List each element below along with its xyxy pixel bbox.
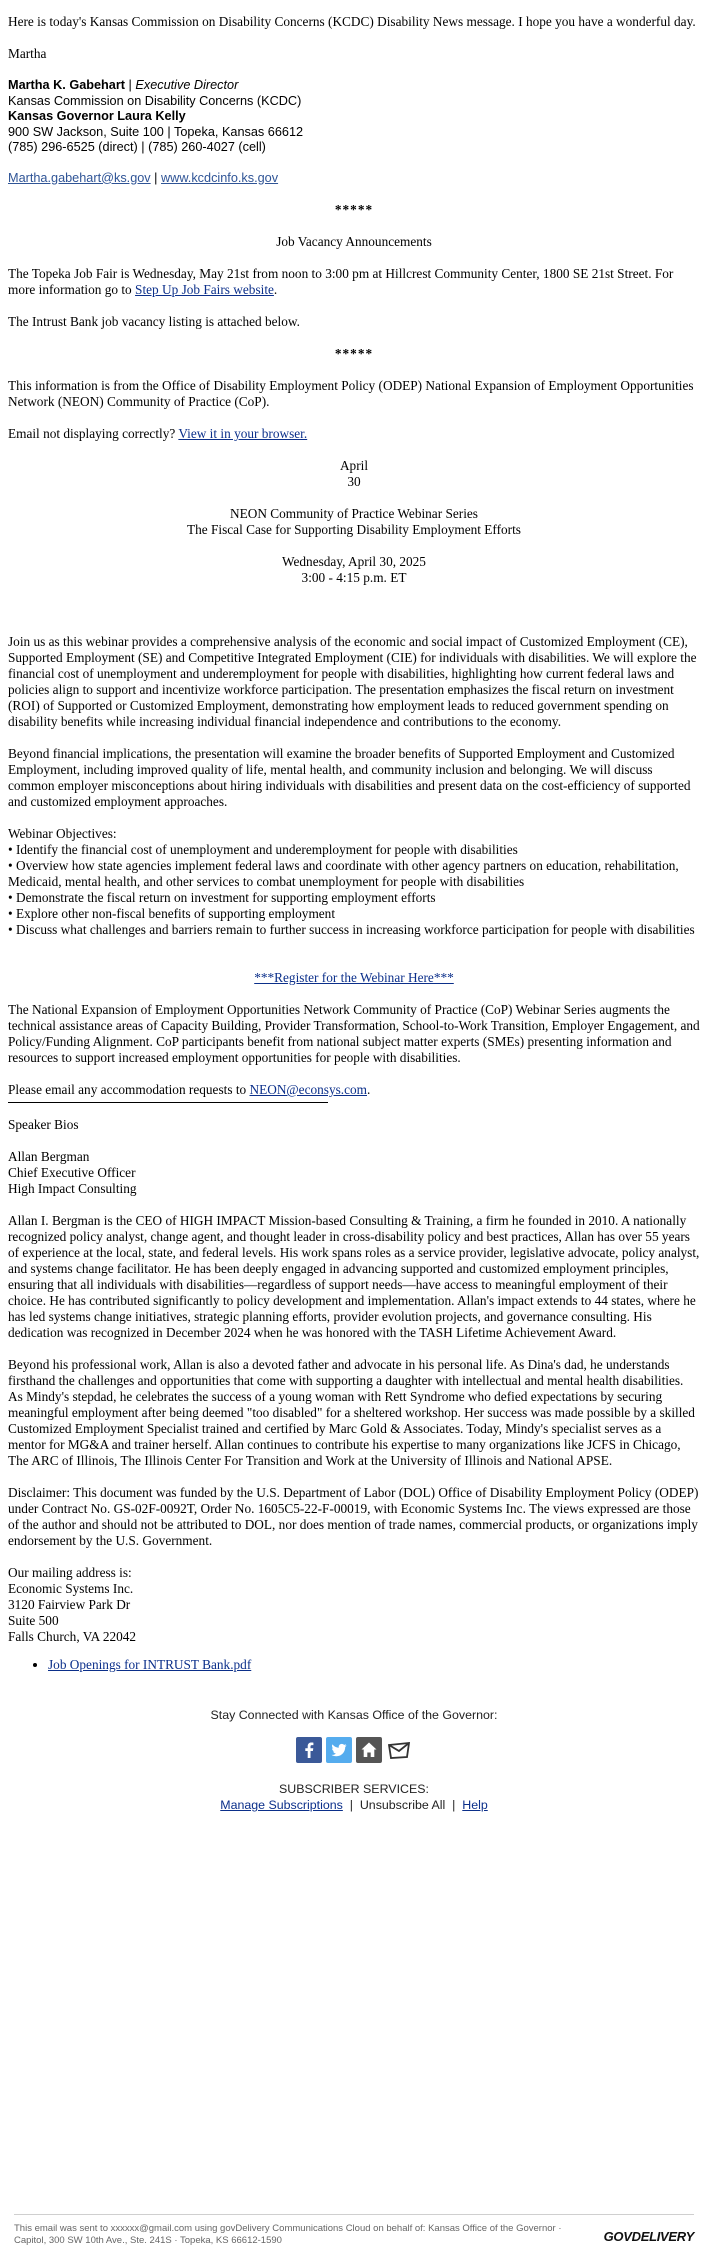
signature-title: Executive Director	[135, 78, 239, 92]
intro-signoff: Martha	[8, 46, 47, 61]
neon-source: This information is from the Office of Disability Employment Policy (ODEP) National Expansion of Employment Opportunities Network (NEON) Community of Practice (CoP).	[8, 378, 694, 409]
date-badge-month: April	[339, 458, 369, 473]
objective-item: • Demonstrate the fiscal return on investment for supporting employment efforts	[8, 890, 436, 905]
jobs-heading: Job Vacancy Announcements	[276, 234, 432, 249]
mailing-address	[8, 1565, 700, 1645]
attachment-item	[48, 1657, 700, 1673]
subscriber-links	[8, 1797, 700, 1813]
signature-org: Kansas Commission on Disability Concerns (KCDC)	[8, 93, 302, 108]
intro-greeting: Here is today's Kansas Commission on Disability Concerns (KCDC) Disability News message. I hope you have a wonderful day.	[8, 14, 696, 29]
webinar-header	[8, 506, 700, 538]
webinar-datetime	[8, 554, 700, 586]
webinar-title: The Fiscal Case for Supporting Disability Employment Efforts	[187, 522, 521, 537]
objective-item: • Discuss what challenges and barriers remain to further success in increasing workforce participation for people with disabilities	[8, 922, 695, 937]
webinar-objectives	[8, 826, 700, 938]
mailing-line: Suite 500	[8, 1613, 59, 1628]
signature-website-link[interactable]: www.kcdcinfo.ks.gov	[161, 170, 279, 185]
cop-paragraph: The National Expansion of Employment Opportunities Network Community of Practice (CoP) Webinar Series augments the technical assistance areas of Capacity Building, Provider Transformation, School-to-Work Transition, Employer Engagement, and Policy/Funding Alignment. CoP participants benefit from national subject matter experts (SMEs) presenting information and resources to support increased employment opportunities for people with disabilities.	[8, 1002, 700, 1065]
mailing-heading: Our mailing address is:	[8, 1565, 132, 1580]
register-paragraph	[8, 970, 700, 986]
accommodation-end: .	[367, 1082, 371, 1097]
webinar-date: Wednesday, April 30, 2025	[282, 554, 426, 569]
signature-email-link[interactable]: Martha.gabehart@ks.gov	[8, 170, 151, 185]
attachment-list	[8, 1657, 700, 1673]
webinar-description-1: Join us as this webinar provides a comprehensive analysis of the economic and social impact of Customized Employment (CE), Supported Employment (SE) and Competitive Integrated Employment (CIE) for individuals with disabilities. We will explore the financial cost of unemployment and underemployment for people with disabilities, highlighting how current federal laws and policies align to support and incentivize workforce participation. The presentation emphasizes the fiscal return on investment (ROI) of Supported or Customized Employment, demonstrating how employment leads to reduced government spending on disability benefits while increasing individual financial independence and contributions to the economy.	[8, 634, 697, 729]
objectives-heading: Webinar Objectives:	[8, 826, 117, 841]
register-webinar-link[interactable]: ***Register for the Webinar Here***	[254, 970, 454, 985]
footer-sep: |	[342, 1798, 360, 1812]
horizontal-rule	[8, 1102, 328, 1103]
disclaimer: Disclaimer: This document was funded by the U.S. Department of Labor (DOL) Office of Disability Employment Policy (ODEP) under Contract No. GS-02F-0092T, Order No. 1605C5-22-F-00019, with Economic Systems Inc. The views expressed are those of the author and should not be attributed to DOL, nor does mention of trade names, commercial products, or organizations imply endorsement by the U.S. Government.	[8, 1485, 699, 1548]
view-in-browser-link[interactable]: View it in your browser.	[178, 426, 308, 441]
objective-item: • Explore other non-fiscal benefits of supporting employment	[8, 906, 336, 921]
section-divider-stars-2: *****	[334, 346, 374, 361]
speaker-bio-2: Beyond his professional work, Allan is also a devoted father and advocate in his personal life. As Dina's dad, he understands firsthand the challenges and opportunities that come with supporting a daughter with intellectual and mental health disabilities. As Mindy's stepdad, he celebrates the success of a young woman with Rett Syndrome who defied expectations by securing meaningful employment after being deemed "too disabled" for a sheltered workshop. Her success was made possible by a skilled Customized Employment Specialist trained and certified by Marc Gold & Associates. Today, Mindy's specialist serves as a mentor for MG&A and trainer herself. Allan continues to contribute his expertise to many organizations like JCFS in Chicago, The ARC of Illinois, The Illinois Center For Transition and Work at the University of Illinois and National APSE.	[8, 1357, 695, 1468]
browser-prompt-text: Email not displaying correctly?	[8, 426, 179, 441]
speaker-bios-heading: Speaker Bios	[8, 1117, 79, 1132]
signature-name: Martha K. Gabehart	[8, 78, 126, 92]
browser-prompt	[8, 426, 700, 442]
home-icon[interactable]	[356, 1737, 382, 1763]
date-badge	[8, 458, 700, 490]
speaker-bio-1: Allan I. Bergman is the CEO of HIGH IMPACT Mission-based Consulting & Training, a firm he founded in 2010. A nationally recognized policy analyst, change agent, and thought leader in cross-disability policy and best practices, Allan has over 55 years of experience at the local, state, and federal levels. His work spans roles as a service provider, legislative advocate, policy analyst, and systems change facilitator. He has been deeply engaged in advancing supported and customized employment principles, ensuring that all individuals with disabilities—regardless of support needs—have access to meaningful employment of their choice. He has contributed significantly to policy development and implementation. Allan's impact extends to 44 states, where he has led systems change initiatives, strategic planning efforts, provider evolution projects, and governance consulting. His dedication was recognized in December 2024 when he was honored with the TASH Lifetime Achievement Award.	[8, 1213, 700, 1340]
delivery-footer	[14, 2214, 694, 2247]
signature-block	[8, 78, 700, 186]
speaker-role: Chief Executive Officer	[8, 1165, 136, 1180]
footer-sep: |	[445, 1798, 463, 1812]
speaker-identity	[8, 1149, 700, 1197]
mailing-line: Falls Church, VA 22042	[8, 1629, 137, 1644]
signature-separator: |	[125, 78, 136, 92]
webinar-series: NEON Community of Practice Webinar Series	[230, 506, 478, 521]
objective-item: • Overview how state agencies implement federal laws and coordinate with other agency partners on education, rehabilitation, Medicaid, mental health, and other services to combat unemployment for people with disabilities	[8, 858, 679, 889]
mailing-line: 3120 Fairview Park Dr	[8, 1597, 131, 1612]
twitter-icon[interactable]	[326, 1737, 352, 1763]
signature-address: 900 SW Jackson, Suite 100 | Topeka, Kansas 66612	[8, 124, 304, 139]
accommodation-email-link[interactable]: NEON@econsys.com	[249, 1082, 367, 1097]
signature-name-line	[8, 78, 700, 94]
accommodation-text: Please email any accommodation requests to	[8, 1082, 250, 1097]
govdelivery-logo: GOVDELIVERY	[603, 2229, 694, 2244]
speaker-company: High Impact Consulting	[8, 1181, 137, 1196]
mailing-line: Economic Systems Inc.	[8, 1581, 134, 1596]
objective-item: • Identify the financial cost of unemployment and underemployment for people with disabilities	[8, 842, 518, 857]
speaker-name: Allan Bergman	[8, 1149, 90, 1164]
accommodation-paragraph	[8, 1082, 700, 1098]
email-icon[interactable]	[386, 1737, 412, 1763]
attachment-pdf-link[interactable]: Job Openings for INTRUST Bank.pdf	[48, 1657, 252, 1672]
signature-governor: Kansas Governor Laura Kelly	[8, 109, 186, 123]
job-fair-website-link[interactable]: Step Up Job Fairs website	[135, 282, 274, 297]
date-badge-day: 30	[347, 474, 361, 489]
signature-links	[8, 171, 700, 187]
signature-phones: (785) 296-6525 (direct) | (785) 260-4027 (cell)	[8, 140, 266, 154]
subscriber-services-heading: SUBSCRIBER SERVICES:	[279, 1782, 429, 1796]
webinar-time: 3:00 - 4:15 p.m. ET	[301, 570, 407, 585]
facebook-icon[interactable]	[296, 1737, 322, 1763]
signature-link-sep: |	[150, 170, 162, 185]
jobs-fair-end: .	[273, 282, 278, 297]
jobs-intrust-text: The Intrust Bank job vacancy listing is attached below.	[8, 314, 300, 329]
stay-connected-text: Stay Connected with Kansas Office of the Governor:	[210, 1708, 498, 1722]
manage-subscriptions-link[interactable]: Manage Subscriptions	[220, 1798, 343, 1812]
social-icons	[8, 1737, 700, 1763]
webinar-description-2: Beyond financial implications, the presentation will examine the broader benefits of Supported Employment and Customized Employment, including improved quality of life, mental health, and community inclusion and belonging. We will discuss common employer misconceptions about hiring individuals with disabilities and present data on the cost-efficiency of supported and customized employment approaches.	[8, 746, 691, 809]
jobs-fair-paragraph	[8, 266, 700, 298]
sent-to-notice: This email was sent to xxxxxx@gmail.com using govDelivery Communications Cloud on behalf of: Kansas Office of the Governor · Capitol, 300 SW 10th Ave., Ste. 241S · Topeka, KS 66612-1590	[14, 2223, 562, 2246]
jobs-fair-text: The Topeka Job Fair is Wednesday, May 21st from noon to 3:00 pm at Hillcrest Community Center, 1800 SE 21st Street. For more information go to	[8, 266, 674, 297]
footer	[8, 1707, 700, 1813]
section-divider-stars: *****	[334, 202, 374, 217]
unsubscribe-all-text[interactable]: Unsubscribe All	[359, 1798, 446, 1812]
help-link[interactable]: Help	[462, 1798, 488, 1812]
